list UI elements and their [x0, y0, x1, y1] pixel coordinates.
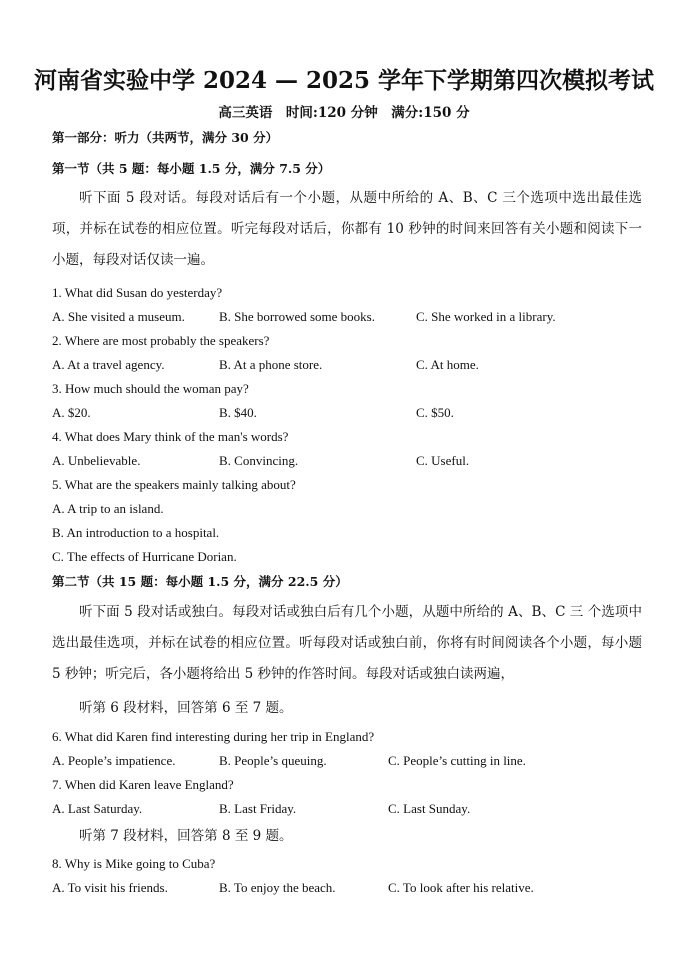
q1-option-c: C. She worked in a library.	[416, 309, 556, 324]
section-2-instructions: 听下面 5 段对话或独白。每段对话或独白后有几个小题，从题中所给的 A、B、C 三 个选项中选出最佳选项，并标在试卷的相应位置。听每段对话或独白前，你将有时间阅读各个小题，每小题 5 秒钟；听完后，各小题将给出 5 秒钟的作答时间。每段对话或独白读两遍，	[52, 604, 642, 682]
part-heading: 第一部分：听力（共两节，满分 30 分）	[52, 130, 279, 145]
section-1-instructions: 听下面 5 段对话。每段对话后有一个小题，从题中所给的 A、B、C 三个选项中选出最佳选项，并标在试卷的相应位置。听完每段对话后，你都有 10 秒钟的时间来回答有关小题和阅读下一小题，每段对话仅读一遍。	[52, 190, 642, 268]
section-1-heading: 第一节（共 5 题：每小题 1.5 分，满分 7.5 分）	[52, 161, 331, 176]
q3-option-c: C. $50.	[416, 405, 454, 420]
material-6-note: 听第 6 段材料，回答第 6 至 7 题。	[79, 700, 293, 716]
q8-option-a: A. To visit his friends.	[52, 880, 168, 895]
section-2-heading: 第二节（共 15 题：每小题 1.5 分，满分 22.5 分）	[52, 574, 348, 589]
question-1: 1. What did Susan do yesterday?	[52, 285, 223, 300]
q5-option-c: C. The effects of Hurricane Dorian.	[52, 549, 237, 564]
q1-option-b: B. She borrowed some books.	[219, 309, 375, 324]
q5-option-b: B. An introduction to a hospital.	[52, 525, 220, 540]
q6-option-c: C. People’s cutting in line.	[388, 753, 526, 768]
q4-option-b: B. Convincing.	[219, 453, 299, 468]
q1-option-a: A. She visited a museum.	[52, 309, 185, 324]
q8-option-b: B. To enjoy the beach.	[219, 880, 336, 895]
q4-option-c: C. Useful.	[416, 453, 470, 468]
q5-option-a: A. A trip to an island.	[52, 501, 164, 516]
exam-subtitle: 高三英语 时间:120 分钟 满分:150 分	[218, 105, 470, 121]
q7-option-a: A. Last Saturday.	[52, 801, 143, 816]
question-3: 3. How much should the woman pay?	[52, 381, 249, 396]
question-4: 4. What does Mary think of the man's words?	[52, 429, 289, 444]
q2-option-a: A. At a travel agency.	[52, 357, 165, 372]
q8-option-c: C. To look after his relative.	[388, 880, 534, 895]
question-8: 8. Why is Mike going to Cuba?	[52, 856, 216, 871]
question-6: 6. What did Karen find interesting during her trip in England?	[52, 729, 375, 744]
question-5: 5. What are the speakers mainly talking about?	[52, 477, 296, 492]
q6-option-a: A. People’s impatience.	[52, 753, 176, 768]
q3-option-a: A. $20.	[52, 405, 91, 420]
material-7-note: 听第 7 段材料，回答第 8 至 9 题。	[79, 828, 293, 844]
question-7: 7. When did Karen leave England?	[52, 777, 234, 792]
q7-option-b: B. Last Friday.	[219, 801, 297, 816]
q7-option-c: C. Last Sunday.	[388, 801, 471, 816]
question-2: 2. Where are most probably the speakers?	[52, 333, 270, 348]
q2-option-c: C. At home.	[416, 357, 479, 372]
q6-option-b: B. People’s queuing.	[219, 753, 327, 768]
exam-title: 河南省实验中学 2024 — 2025 学年下学期第四次模拟考试	[33, 67, 655, 94]
q2-option-b: B. At a phone store.	[219, 357, 323, 372]
q4-option-a: A. Unbelievable.	[52, 453, 141, 468]
q3-option-b: B. $40.	[219, 405, 257, 420]
